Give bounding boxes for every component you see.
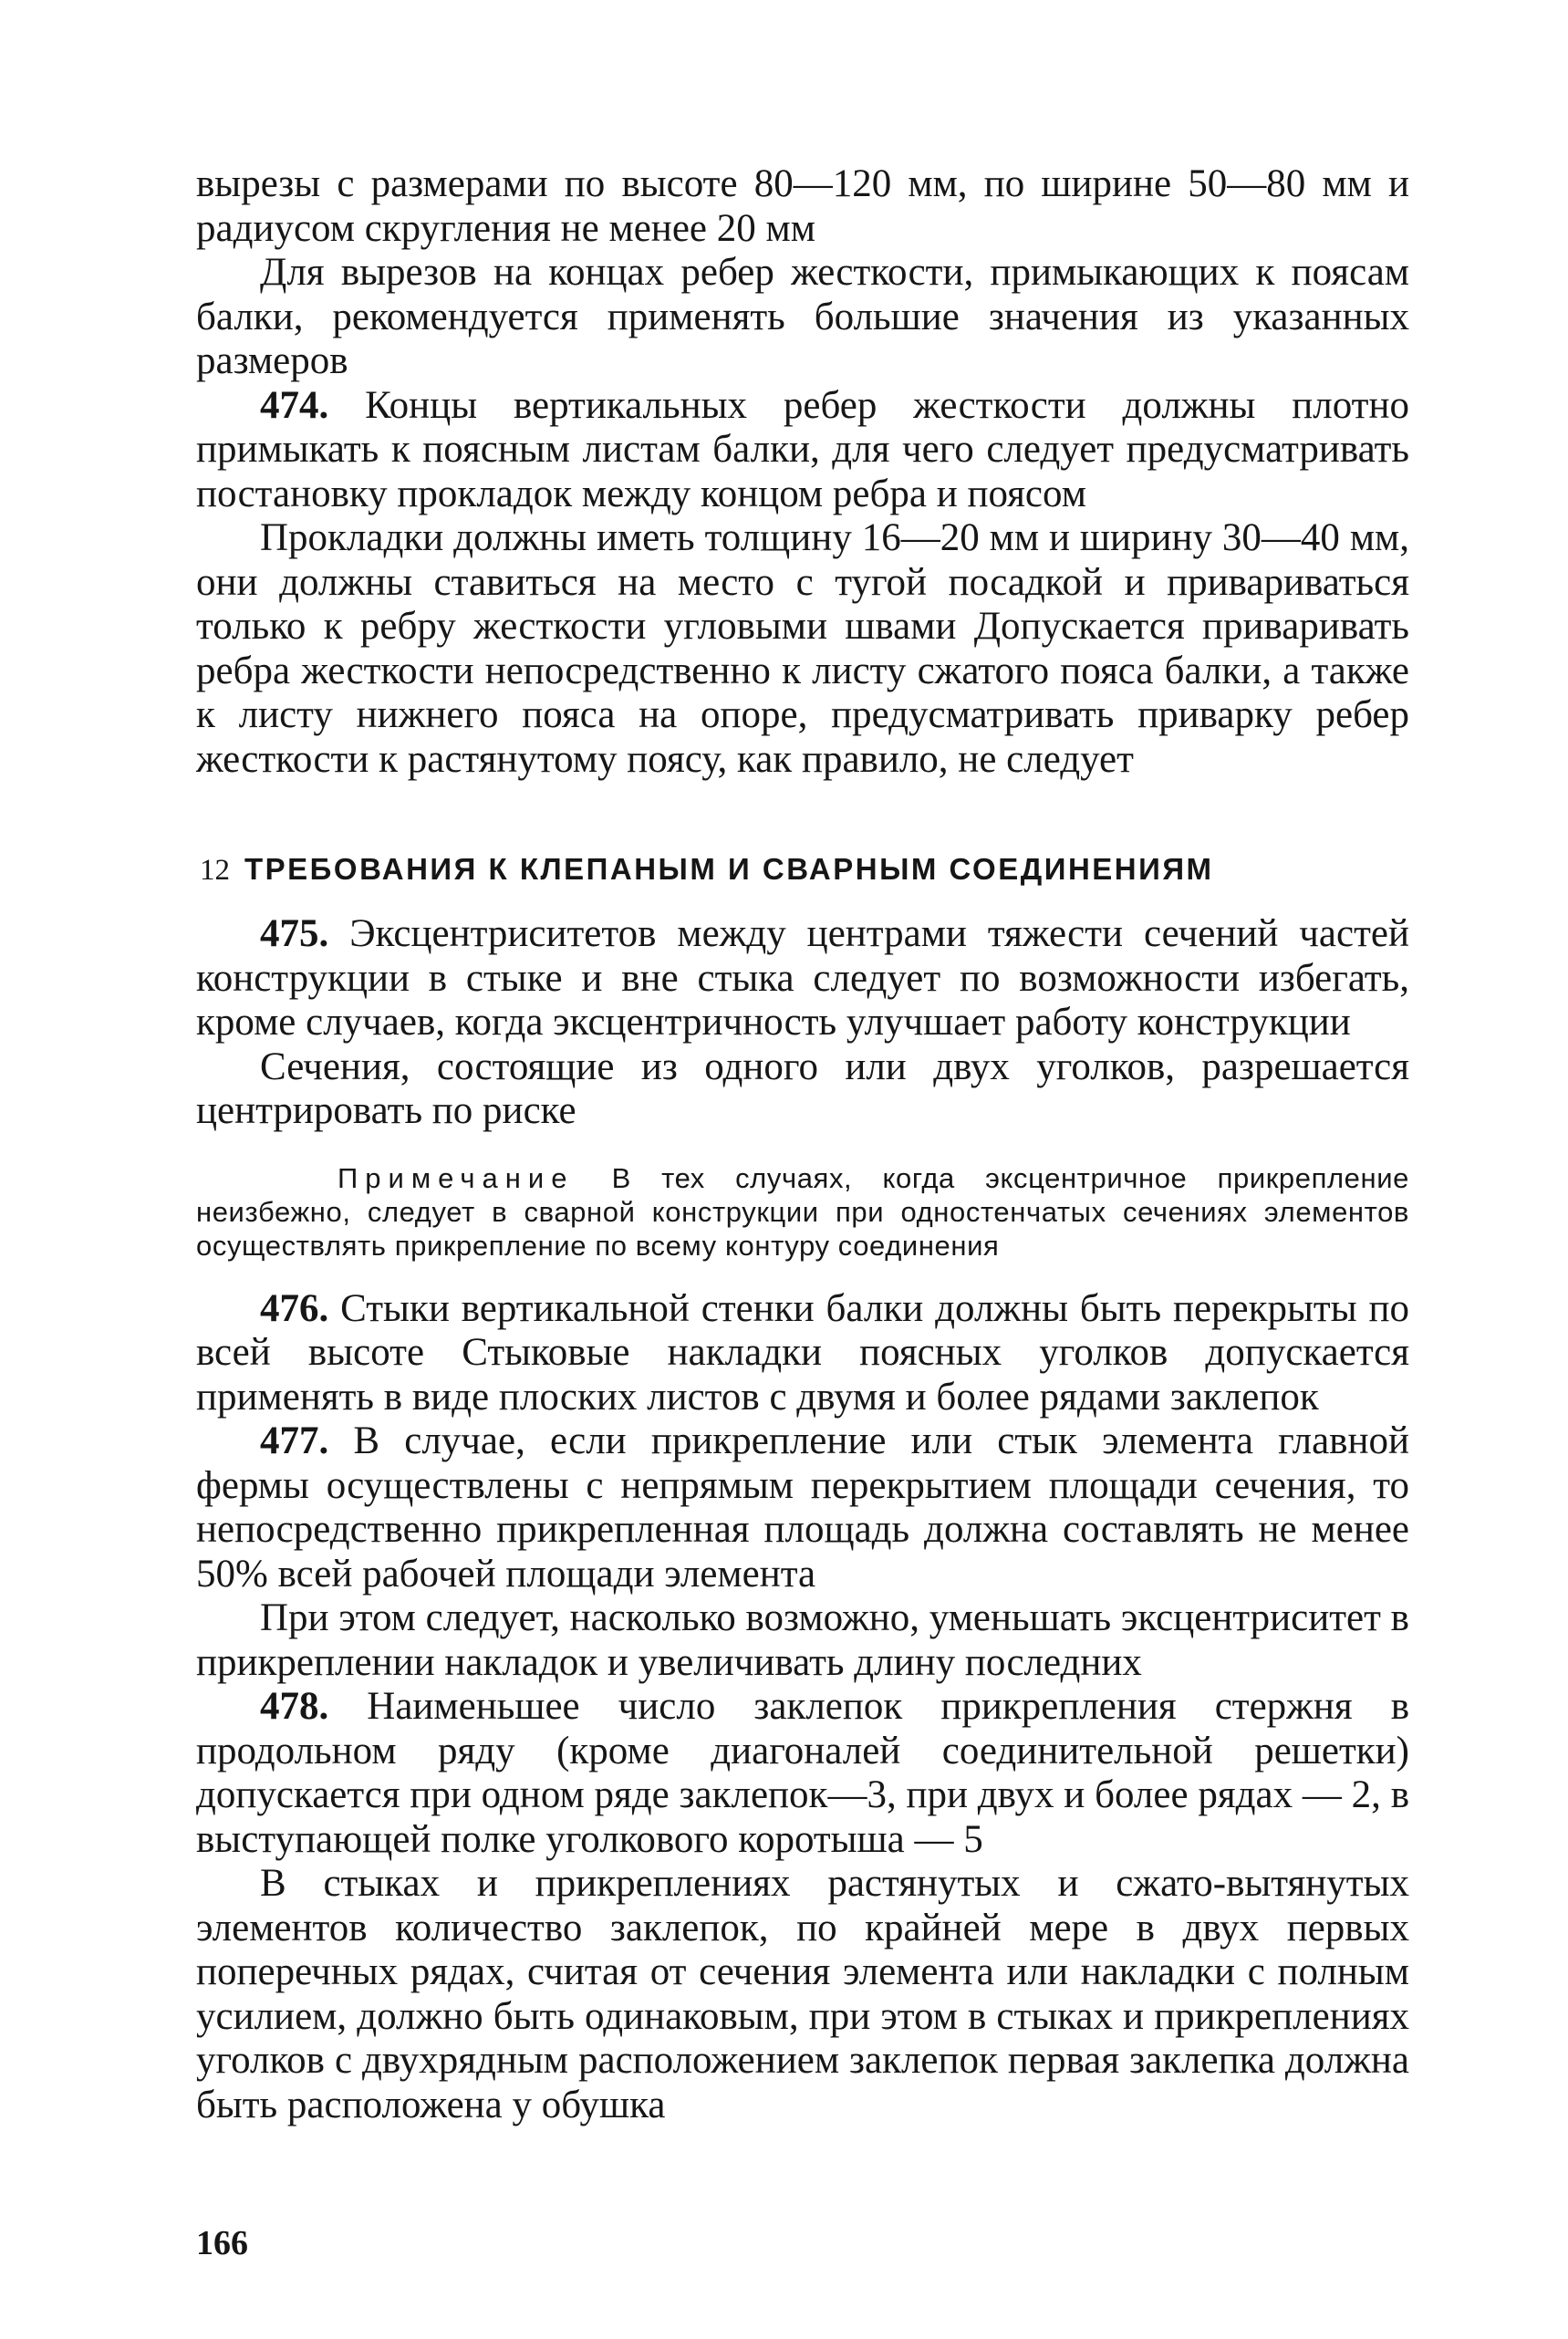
section-heading — [200, 851, 1409, 889]
paragraph — [196, 1045, 1409, 1134]
section-title: ТРЕБОВАНИЯ К КЛЕПАНЫМ И СВАРНЫМ СОЕДИНЕНИЯМ — [244, 852, 1214, 886]
paragraph-text: Концы вертикальных ребер жесткости должны плотно примыкать к поясным листам балки, для чего следует предусматривать постановку прокладок между концом ребра и поясом — [196, 383, 1409, 515]
paragraph-text: Наименьшее число заклепок прикрепления стержня в продольном ряду (кроме диагоналей соединительной решетки) допускается при одном ряде заклепок—3, при двух и более рядах — 2, в выступающей полке уголкового коротыша — 5 — [196, 1685, 1409, 1861]
paragraph-474 — [196, 384, 1409, 517]
paragraph — [196, 516, 1409, 782]
note-text: В тех случаях, когда эксцентричное прикрепление неизбежно, следует в сварной конструкции при одностенчатых сечениях элементов осуществлять прикрепление по всему контуру соединения — [196, 1161, 1409, 1262]
paragraph-number: 477. — [260, 1419, 329, 1462]
paragraph-475 — [196, 912, 1409, 1045]
paragraph-number: 478. — [260, 1685, 329, 1728]
paragraph — [196, 1596, 1409, 1685]
paragraph-text: При этом следует, насколько возможно, уменьшать эксцентриситет в прикреплении накладок и увеличивать длину последних — [196, 1596, 1409, 1684]
paragraph-number: 475. — [260, 912, 329, 955]
paragraph-text: Сечения, состоящие из одного или двух уголков, разрешается центрировать по риске — [196, 1045, 1409, 1132]
paragraph-text: В случае, если прикрепление или стык элемента главной фермы осуществлены с непрямым перекрытием площади сечения, то непосредственно прикрепленная площадь должна составлять не менее 50% всей рабочей площади элемента — [196, 1419, 1409, 1596]
page-number: 166 — [196, 2224, 248, 2262]
note — [196, 1161, 1409, 1263]
paragraph-number: 476. — [260, 1286, 329, 1330]
note-label: Примечание — [337, 1161, 575, 1194]
paragraph-text: В стыках и прикреплениях растянутых и сжато-вытянутых элементов количество заклепок, по крайней мере в двух первых поперечных рядах, считая от сечения элемента или накладки с полным усилием, должно быть одинаковым, при этом в стыках и прикреплениях уголков с двухрядным расположением заклепок первая заклепка должна быть расположена у обушка — [196, 1862, 1409, 2126]
paragraph-group-top — [196, 162, 1409, 782]
paragraph-text: Стыки вертикальной стенки балки должны быть перекрыты по всей высоте Стыковые накладки поясных уголков допускается применять в виде плоских листов с двумя и более рядами заклепок — [196, 1286, 1409, 1419]
paragraph — [196, 1862, 1409, 2127]
paragraph-text: Для вырезов на концах ребер жесткости, примыкающих к поясам балки, рекомендуется применять большие значения из указанных размеров — [196, 251, 1409, 382]
paragraph-group-mid — [196, 912, 1409, 1134]
paragraph — [196, 251, 1409, 384]
page-body — [196, 162, 1409, 2127]
paragraph-text: Эксцентриситетов между центрами тяжести сечений частей конструкции в стыке и вне стыка следует по возможности избегать, кроме случаев, когда эксцентричность улучшает работу конструкции — [196, 912, 1409, 1044]
paragraph-number: 474. — [260, 383, 329, 427]
paragraph-477 — [196, 1419, 1409, 1596]
section-number: 12 — [200, 854, 230, 887]
paragraph — [196, 162, 1409, 251]
paragraph-476 — [196, 1287, 1409, 1420]
paragraph-text: Прокладки должны иметь толщину 16—20 мм и ширину 30—40 мм, они должны ставиться на место с тугой посадкой и привариваться только к ребру жесткости угловыми швами Допускается приваривать ребра жесткости непосредственно к листу сжатого пояса балки, а также к листу нижнего пояса на опоре, предусматривать приварку ребер жесткости к растянутому поясу, как правило, не следует — [196, 516, 1409, 781]
paragraph-478 — [196, 1685, 1409, 1862]
paragraph-group-bottom — [196, 1287, 1409, 2128]
paragraph-text: вырезы с размерами по высоте 80—120 мм, по ширине 50—80 мм и радиусом скругления не менее 20 мм — [196, 162, 1409, 250]
